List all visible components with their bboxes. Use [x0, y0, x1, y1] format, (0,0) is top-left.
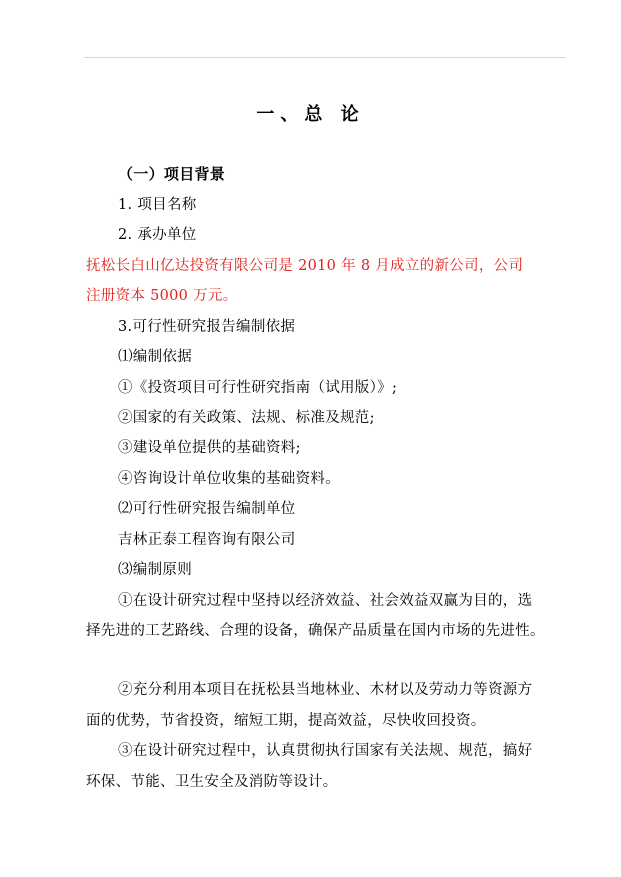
- company-description-line-2: 注册资本 5000 万元。: [86, 288, 238, 304]
- principle-1-line-1: ①在设计研究过程中坚持以经济效益、社会效益双赢为目的，选: [118, 593, 533, 609]
- basis-4: ④咨询设计单位收集的基础资料。: [118, 471, 340, 487]
- item-host-unit: 2. 承办单位: [118, 227, 197, 243]
- principle-3-line-2: 环保、节能、卫生安全及消防等设计。: [86, 774, 338, 790]
- page-title: 一、总 论: [256, 104, 365, 125]
- principle-3-line-1: ③在设计研究过程中，认真贯彻执行国家有关法规、规范，搞好: [118, 743, 533, 759]
- subitem-principles: ⑶编制原则: [118, 562, 192, 578]
- report-unit-name: 吉林正泰工程咨询有限公司: [118, 532, 296, 548]
- basis-3: ③建设单位提供的基础资料;: [118, 440, 301, 456]
- item-report-basis: 3.可行性研究报告编制依据: [118, 319, 296, 335]
- basis-2: ②国家的有关政策、法规、标准及规范;: [118, 410, 375, 426]
- subitem-report-unit: ⑵可行性研究报告编制单位: [118, 501, 296, 517]
- subitem-basis: ⑴编制依据: [118, 349, 192, 365]
- principle-2-line-2: 面的优势，节省投资，缩短工期，提高效益，尽快收回投资。: [86, 713, 486, 729]
- header-divider: [84, 57, 566, 58]
- principle-1-line-2: 择先进的工艺路线、合理的设备，确保产品质量在国内市场的先进性。: [86, 623, 545, 639]
- item-project-name: 1. 项目名称: [118, 197, 197, 213]
- basis-1: ①《投资项目可行性研究指南（试用版）》;: [118, 380, 398, 396]
- section-heading: （一）项目背景: [118, 165, 226, 183]
- company-description-line-1: 抚松长白山亿达投资有限公司是 2010 年 8 月成立的新公司，公司: [86, 258, 524, 274]
- principle-2-line-1: ②充分利用本项目在抚松县当地林业、木材以及劳动力等资源方: [118, 682, 533, 698]
